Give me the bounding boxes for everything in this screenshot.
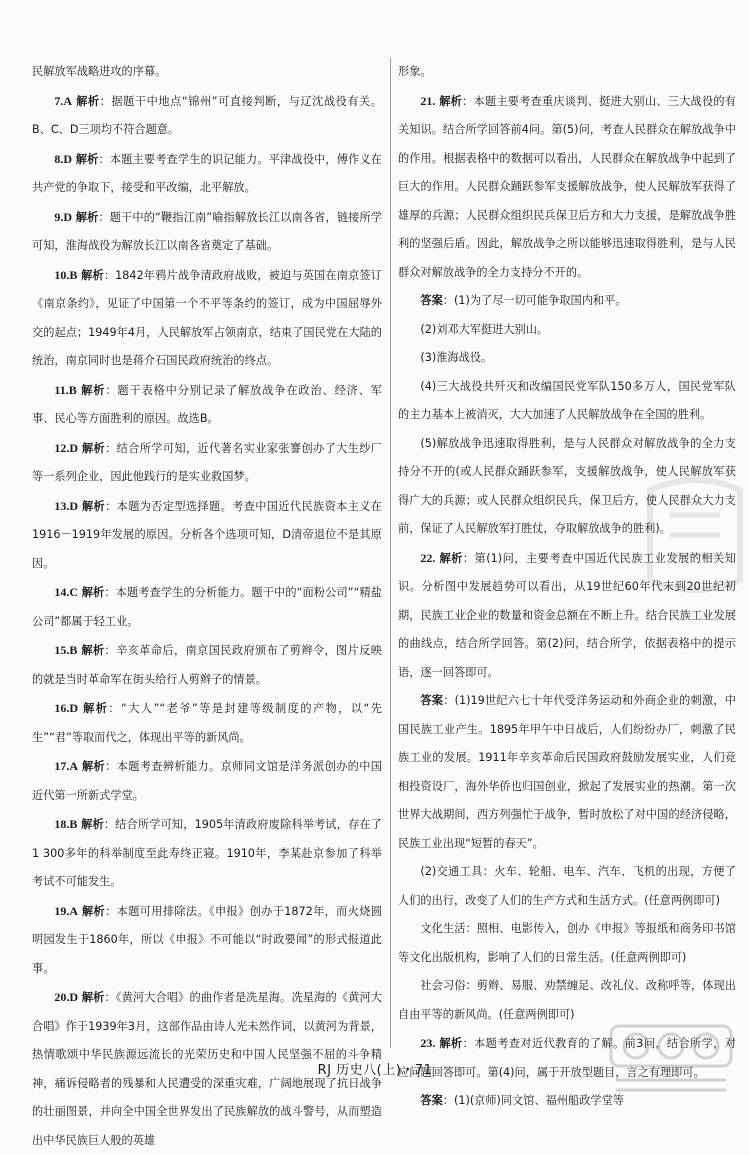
answer-paragraph-l10 — [32, 261, 382, 376]
item-text: 形象。 — [398, 65, 432, 78]
item-label: 解析 — [76, 94, 100, 108]
left-column — [32, 58, 382, 1155]
answer-paragraph-r21 — [398, 87, 736, 288]
question-number: 10.B — [54, 267, 78, 282]
item-text: ：本题考查辨析能力。京师同文馆是洋务派创办的中国近代第一所新式学堂。 — [32, 760, 382, 802]
page-footer: RJ 历史八(上)・71 — [317, 1063, 433, 1078]
answer-paragraph-r22a — [398, 687, 736, 858]
item-label: 解析 — [81, 904, 106, 918]
column-divider — [390, 58, 391, 1048]
question-number: 9.D — [54, 209, 73, 224]
item-label: 解析 — [81, 586, 105, 599]
item-text: (2)刘邓大军挺进大别山。 — [420, 322, 549, 336]
item-label: 解析 — [81, 818, 104, 831]
answer-paragraph-r21d — [398, 373, 736, 430]
answer-paragraph-l8 — [32, 145, 382, 203]
item-text: (2)交通工具：火车、轮船、电车、汽车、飞机的出现，方便了人们的出行，改变了人们的生产方式和生活方式。(任意两例即可) — [398, 865, 736, 907]
item-label: 解析 — [81, 760, 106, 773]
answer-paragraph-r22c — [398, 915, 736, 972]
item-label: 答案 — [420, 1094, 443, 1107]
question-number: 16.D — [54, 701, 79, 715]
question-number: 20.D — [54, 990, 79, 1004]
answer-paragraph-l0 — [32, 58, 382, 87]
answer-paragraph-l15 — [32, 636, 382, 694]
question-number: 11.B — [54, 382, 77, 397]
question-number: 14.C — [54, 585, 79, 599]
item-label: 答案 — [420, 694, 444, 707]
item-label: 解析 — [81, 499, 106, 513]
answer-paragraph-l9 — [32, 203, 382, 261]
answer-paragraph-l12 — [32, 434, 382, 492]
answer-paragraph-l14 — [32, 578, 382, 636]
answer-paragraph-r21c — [398, 344, 736, 373]
item-text: ：题干中的“鞭指江南”喻指解放长江以南各省，链接所学可知，淮海战役为解放长江以南各省奠定了基础。 — [32, 210, 382, 252]
item-label: 解析 — [81, 991, 105, 1004]
item-label: 解析 — [75, 210, 99, 224]
answer-paragraph-l19 — [32, 897, 382, 984]
item-text: ：“大人”“老爷”等是封建等级制度的产物，以“先生”“君”等取而代之，体现出平等的新风尚。 — [32, 702, 382, 744]
item-text: ：辛亥革命后，南京国民政府颁布了剪辫令，图片反映的就是当时革命军在街头给行人剪辫子的情景。 — [32, 644, 382, 686]
question-number: 8.D — [54, 151, 73, 166]
item-text: ：1842年鸦片战争清政府战败，被迫与英国在南京签订《南京条约》，见证了中国第一个不平等条约的签订，成为中国屈辱外交的起点；1949年4月，人民解放军占领南京，结束了国民党在大陆的统治，南京同时也是蒋介石国民政府统治的终点。 — [32, 268, 382, 367]
item-label: 解析 — [81, 441, 106, 455]
item-text: 文化生活：照相、电影传入，创办《申报》等报纸和商务印书馆等文化出版机构，影响了人们的日常生活。(任意两例即可) — [398, 922, 736, 964]
question-number: 18.B — [54, 817, 78, 831]
answer-paragraph-l18 — [32, 810, 382, 897]
item-text: 社会习俗：剪辫、易服、劝禁缠足、改礼仪、改称呼等，体现出自由平等的新风尚。(任意两例即可) — [398, 979, 736, 1021]
question-number: 12.D — [54, 440, 79, 455]
decorative-scroll-icon — [640, 470, 750, 600]
question-number: 7.A — [54, 93, 73, 108]
item-text: ：第(1)问，主要考查中国近代民族工业发展的相关知识。分析图中发展趋势可以看出，从19世纪60年代末到20世纪初期，民族工业企业的数量和资金总额在不断上升。结合民族工业发展的曲线点，结合所学回答。第(2)问，结合所学，依据表格中的提示语，逐一回答即可。 — [398, 551, 736, 679]
item-text: (4)三大战役共歼灭和改编国民党军队150多万人，国民党军队的主力基本上被消灭，大大加速了人民解放战争在全国的胜利。 — [398, 379, 736, 421]
answer-paragraph-r22b — [398, 858, 736, 915]
item-label: 解析 — [439, 94, 463, 108]
item-text: ：题干表格中分别记录了解放战争在政治、经济、军事、民心等方面胜利的原因。故选B。 — [32, 383, 382, 425]
item-label: 解析 — [439, 551, 463, 565]
item-text: ：(1)为了尽一切可能争取国内和平。 — [442, 294, 627, 307]
item-label: 解析 — [75, 152, 99, 166]
watermark-logo-icon — [606, 1018, 736, 1098]
item-text: ：本题考查学生的分析能力。题干中的“面粉公司”“精盐公司”都属于轻工业。 — [32, 586, 382, 628]
answer-paragraph-l11 — [32, 376, 382, 434]
item-label: 解析 — [81, 383, 106, 397]
item-text: ：结合所学可知，1905年清政府废除科举考试，存在了1 300多年的科举制度至此寿终正寝。1910年，李某赴京参加了科举考试不可能发生。 — [32, 818, 382, 888]
item-text: ：(1)19世纪六七十年代受洋务运动和外商企业的刺激，中国民族工业产生。1895年甲午中日战后，人们纷纷办厂，刺激了民族工业的发展。1911年辛亥革命后民国政府鼓励发展实业，人们竞相投资设厂，海外华侨也归国创业，掀起了发展实业的热潮。第一次世界大战期间，西方列强忙于战争，暂时放松了对中国的经济侵略，民族工业出现“短暂的春天”。 — [398, 694, 736, 850]
question-number: 19.A — [54, 903, 79, 918]
item-label: 解析 — [81, 268, 104, 282]
item-text: ：本题可用排除法。《申报》创办于1872年，而火烧圆明园发生于1860年，所以《申报》不可能以“时政要闻”的形式报道此事。 — [32, 904, 382, 975]
item-label: 解析 — [81, 644, 105, 657]
item-text: (5)解放战争迅速取得胜利，是与人民群众对解放战争的全力支持分不开的(或人民群众踊跃参军，支援解放战争，使人民解放军获得广大的兵源；或人民群众组织民兵，保卫后方，使人民群众大力支前，保证了人民解放军打胜仗，夺取解放战争的胜利)。 — [398, 436, 736, 535]
question-number: 22. — [420, 550, 436, 565]
item-text: ：结合所学可知，近代著名实业家张謇创办了大生纱厂等一系列企业，因此他践行的是实业救国梦。 — [32, 441, 382, 483]
item-text: ：(1)(京师)同文馆、福州船政学堂等 — [442, 1094, 624, 1107]
answer-paragraph-r21b — [398, 316, 736, 345]
answer-paragraph-l16 — [32, 694, 382, 752]
answer-paragraph-l13 — [32, 492, 382, 579]
item-text: ：据题干中地点“锦州”可直接判断，与辽沈战役有关。B、C、D三项均不符合题意。 — [32, 94, 382, 136]
answer-paragraph-r0 — [398, 58, 736, 87]
question-number: 21. — [420, 93, 436, 108]
item-text: ：《黄河大合唱》的曲作者是冼星海。冼星海的《黄河大合唱》作于1939年3月，这部作品由诗人光未然作词，以黄河为背景，热情歌颂中华民族源远流长的光荣历史和中国人民坚强不屈的斗争精神，痛诉侵略者的残暴和人民遭受的深重灾难，广阔地展现了抗日战争的壮丽图景，并向全中国全世界发出了民族解放的战斗警号，从而塑造出中华民族巨人般的英雄 — [32, 991, 382, 1147]
answer-paragraph-l7 — [32, 87, 382, 145]
item-text: 民解放军战略进攻的序幕。 — [32, 65, 167, 78]
item-text: (3)淮海战役。 — [420, 351, 493, 364]
item-text: ：本题考查对近代教育的了解。前3问，结合所学，对应问题回答即可。第(4)问，属于开放型题目，言之有理即可。 — [398, 1037, 736, 1079]
item-label: 答案 — [420, 294, 443, 307]
answer-paragraph-l17 — [32, 752, 382, 810]
answer-paragraph-r21a — [398, 287, 736, 316]
item-text: ：本题主要考查学生的识记能力。平津战役中，傅作义在共产党的争取下，接受和平改编，北平解放。 — [32, 152, 382, 194]
question-number: 23. — [420, 1036, 436, 1050]
question-number: 13.D — [54, 498, 79, 513]
question-number: 15.B — [54, 643, 78, 657]
item-text: ：本题主要考查重庆谈判、挺进大别山、三大战役的有关知识。结合所学回答前4问。第(5)问，考查人民群众在解放战争中的作用。根据表格中的数据可以看出，人民群众在解放战争中起到了巨大的作用。人民群众踊跃参军支援解放战争，使人民解放军获得了雄厚的兵源；人民群众组织民兵保卫后方和大力支援，是解放战争胜利的坚强后盾。因此，解放战争之所以能够迅速取得胜利，是与人民群众对解放战争的全力支持分不开的。 — [398, 94, 736, 279]
item-label: 解析 — [83, 702, 109, 715]
question-number: 17.A — [54, 759, 79, 773]
item-label: 解析 — [439, 1037, 463, 1050]
item-text: ：本题为否定型选择题。考查中国近代民族资本主义在1916－1919年发展的原因。分析各个选项可知，D清帝退位不是其原因。 — [32, 499, 382, 570]
